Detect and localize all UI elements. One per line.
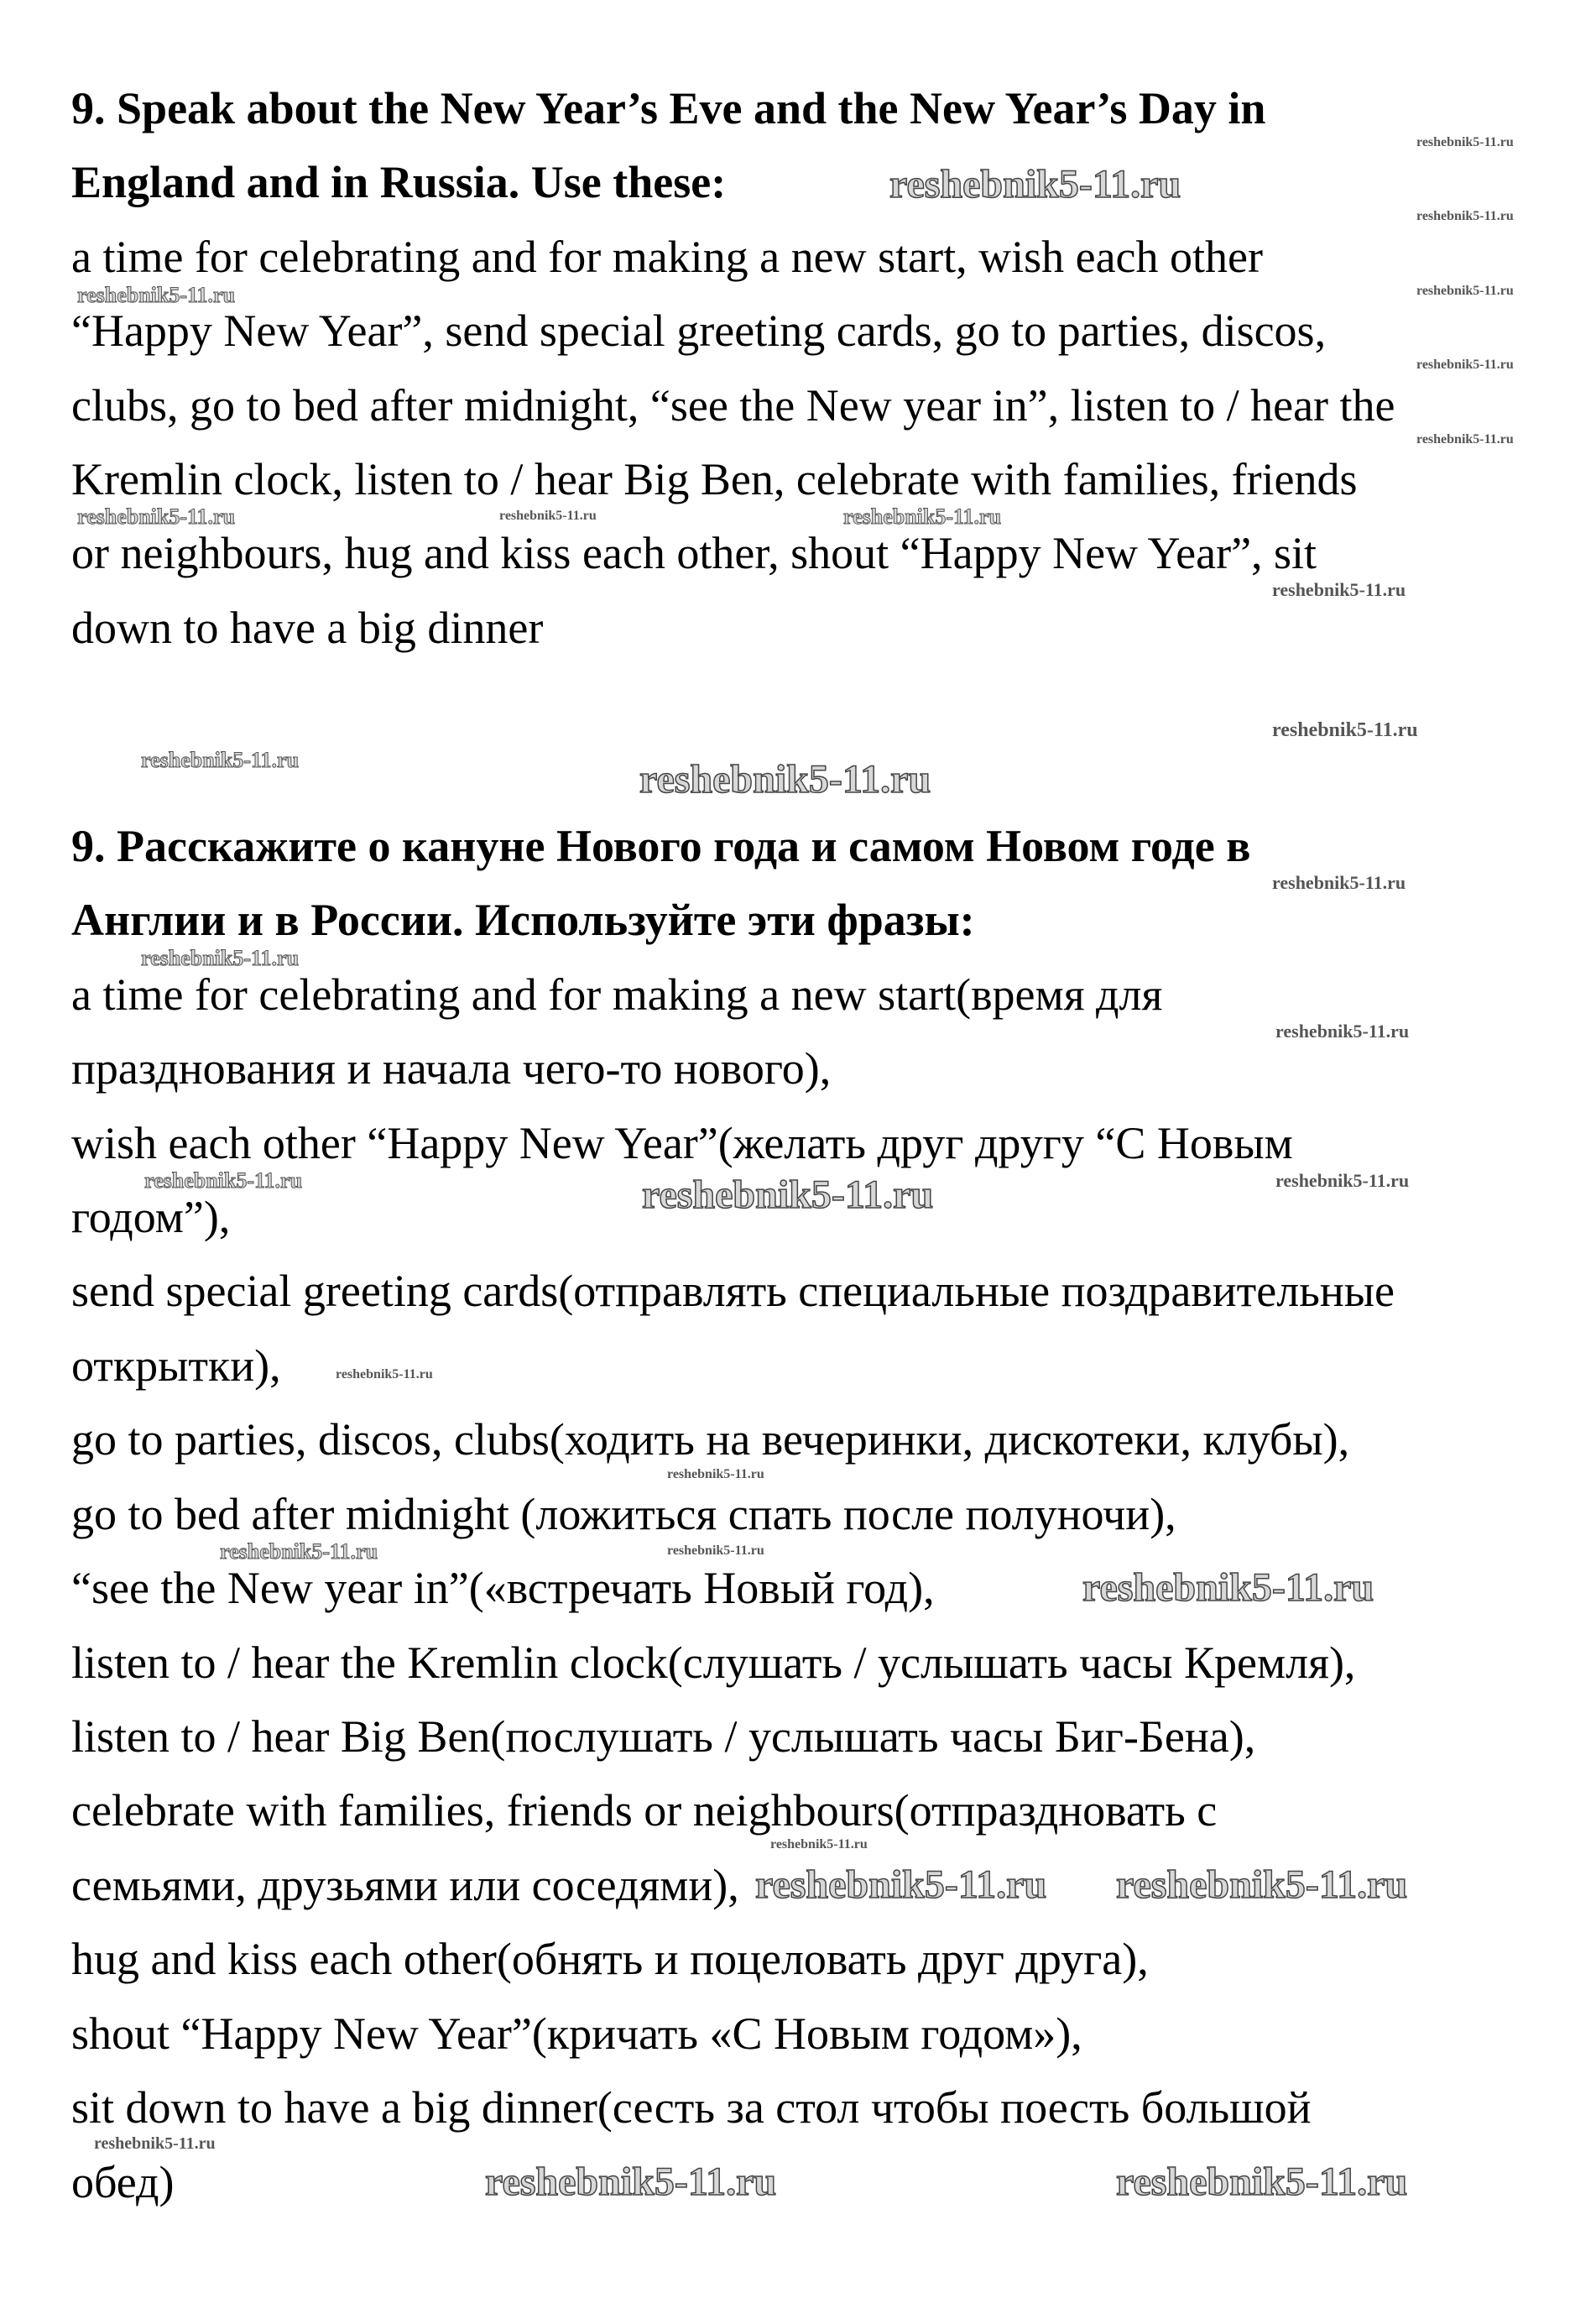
watermark: reshebnik5-11.ru — [77, 504, 236, 529]
watermark: reshebnik5-11.ru — [642, 1173, 934, 1217]
text-line: send special greeting cards(отправлять специальные поздравительные — [71, 1266, 1395, 1316]
watermark: reshebnik5-11.ru — [889, 162, 1181, 206]
watermark: reshebnik5-11.ru — [755, 1862, 1047, 1907]
text-line: обед) — [71, 2157, 175, 2207]
watermark: reshebnik5-11.ru — [220, 1539, 378, 1564]
watermark: reshebnik5-11.ru — [1416, 284, 1514, 298]
watermark: reshebnik5-11.ru — [1272, 872, 1406, 893]
watermark: reshebnik5-11.ru — [141, 748, 300, 772]
text-line: or neighbours, hug and kiss each other, shout “Happy New Year”, sit — [71, 528, 1317, 578]
text-line: “see the New year in”(«встречать Новый год), — [71, 1563, 935, 1613]
watermark: reshebnik5-11.ru — [667, 1467, 764, 1481]
text-line: listen to / hear Big Ben(послушать / услышать часы Биг-Бена), — [71, 1711, 1256, 1762]
watermark: reshebnik5-11.ru — [141, 946, 300, 970]
watermark: reshebnik5-11.ru — [1416, 358, 1514, 372]
exercise-title-en-line-1: 9. Speak about the New Year’s Eve and the New Year’s Day in — [71, 83, 1266, 133]
text-line: a time for celebrating and for making a new start, wish each other — [71, 232, 1263, 282]
watermark: reshebnik5-11.ru — [94, 2134, 216, 2153]
watermark: reshebnik5-11.ru — [1275, 1021, 1410, 1042]
text-line: shout “Happy New Year”(кричать «С Новым годом»), — [71, 2008, 1082, 2059]
text-line: celebrate with families, friends or neighbours(отпраздновать с — [71, 1785, 1218, 1836]
watermark: reshebnik5-11.ru — [1272, 719, 1418, 741]
text-line: listen to / hear the Kremlin clock(слушать / услышать часы Кремля), — [71, 1637, 1356, 1688]
watermark: reshebnik5-11.ru — [1416, 432, 1514, 447]
watermark: reshebnik5-11.ru — [639, 757, 931, 802]
watermark: reshebnik5-11.ru — [485, 2160, 777, 2204]
text-line: семьями, друзьями или соседями), — [71, 1860, 739, 1910]
watermark: reshebnik5-11.ru — [1116, 1862, 1408, 1907]
watermark: reshebnik5-11.ru — [1275, 1170, 1410, 1191]
text-line: Kremlin clock, listen to / hear Big Ben, celebrate with families, friends — [71, 454, 1358, 504]
text-line: hug and kiss each other(обнять и поцеловать друг друга), — [71, 1934, 1149, 1984]
watermark: reshebnik5-11.ru — [1082, 1565, 1374, 1610]
watermark: reshebnik5-11.ru — [1116, 2160, 1408, 2204]
text-line: wish each other “Happy New Year”(желать друг другу “С Новым — [71, 1118, 1293, 1168]
watermark: reshebnik5-11.ru — [1272, 579, 1406, 600]
text-line: годом”), — [71, 1192, 231, 1242]
text-line: sit down to have a big dinner(сесть за стол чтобы поесть большой — [71, 2082, 1312, 2133]
watermark: reshebnik5-11.ru — [843, 504, 1002, 529]
exercise-title-en-line-2: England and in Russia. Use these: — [71, 157, 727, 207]
watermark: reshebnik5-11.ru — [1416, 135, 1514, 149]
text-line: открытки), — [71, 1340, 281, 1391]
text-line: a time for celebrating and for making a new start(время для — [71, 969, 1163, 1020]
watermark: reshebnik5-11.ru — [336, 1367, 433, 1381]
text-line: “Happy New Year”, send special greeting cards, go to parties, discos, — [71, 306, 1327, 356]
watermark: reshebnik5-11.ru — [667, 1543, 764, 1558]
text-line: clubs, go to bed after midnight, “see the New year in”, listen to / hear the — [71, 380, 1395, 431]
exercise-title-ru-line-2: Англии и в России. Используйте эти фразы: — [71, 895, 975, 945]
watermark: reshebnik5-11.ru — [499, 509, 597, 523]
watermark: reshebnik5-11.ru — [77, 283, 236, 307]
exercise-title-ru-line-1: 9. Расскажите о кануне Нового года и самом Новом годе в — [71, 821, 1251, 871]
watermark: reshebnik5-11.ru — [770, 1837, 868, 1851]
text-line: down to have a big dinner — [71, 603, 544, 653]
text-line: go to bed after midnight (ложиться спать после полуночи), — [71, 1489, 1176, 1539]
watermark: reshebnik5-11.ru — [1416, 209, 1514, 223]
watermark: reshebnik5-11.ru — [144, 1168, 303, 1193]
text-line: go to parties, discos, clubs(ходить на вечеринки, дискотеки, клубы), — [71, 1414, 1350, 1465]
text-line: празднования и начала чего-то нового), — [71, 1043, 832, 1094]
